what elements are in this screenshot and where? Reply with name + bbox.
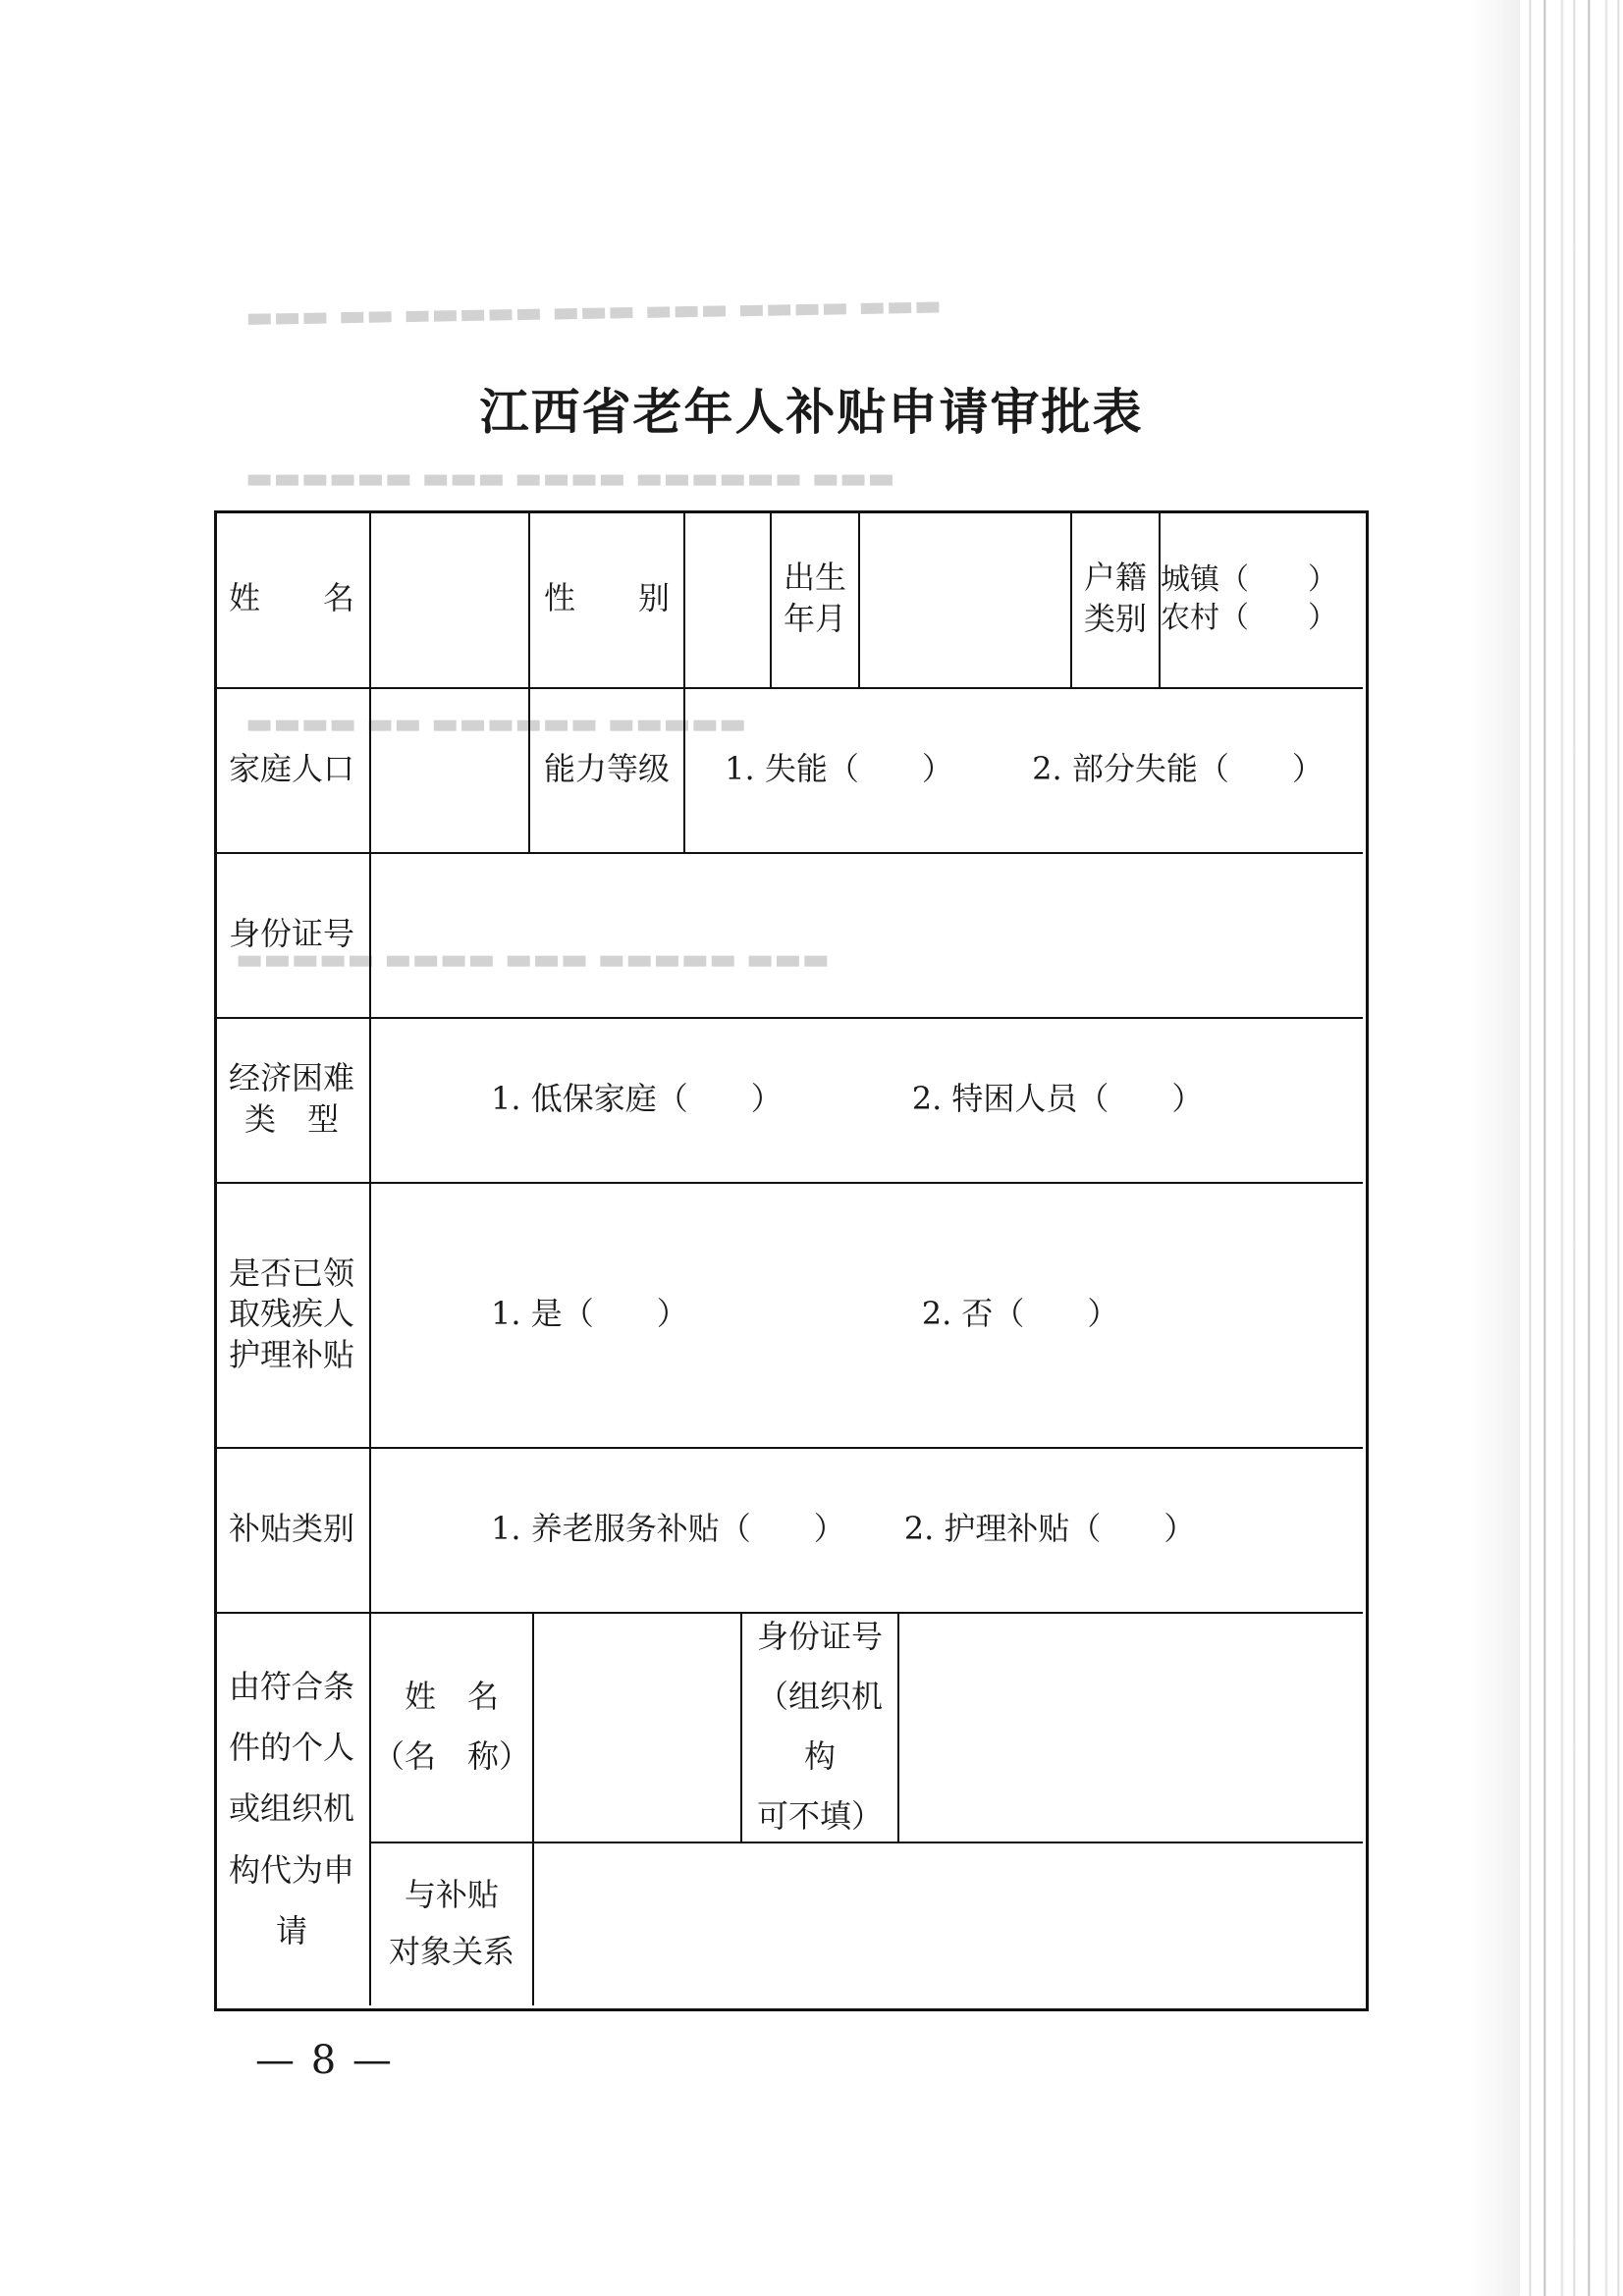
proxy-applicant-label-line: 请 [275, 1912, 307, 1950]
proxy-applicant-label-line: 或组织机 [228, 1789, 354, 1828]
proxy-name-field[interactable] [534, 1612, 740, 1842]
page-title: 江西省老年人补贴申请审批表 [479, 383, 1144, 441]
proxy-name-label [371, 1612, 532, 1842]
ability-level-label: 能力等级 [543, 750, 670, 788]
bleed-through-text: ▬▬▬▬▬▬ ▬▬▬ ▬▬▬▬ ▬▬▬▬▬▬ ▬▬▬ [245, 461, 895, 496]
proxy-id-label-line: 可不填） [756, 1796, 883, 1835]
disability-subsidy-options [371, 1182, 1363, 1447]
ability-level-options [685, 687, 1363, 852]
birth-date-field[interactable] [860, 510, 1070, 687]
name-label: 姓 名 [228, 579, 354, 617]
hukou-type-label-line: 户籍 [1083, 559, 1147, 597]
scan-edge-shadow [1471, 0, 1520, 2296]
economic-hardship-label [214, 1017, 369, 1182]
proxy-applicant-label-line: 由符合条 [228, 1667, 354, 1705]
subsidy-option-nursing[interactable]: 2. 护理补贴（ ） [903, 1510, 1196, 1548]
hukou-type-label-line: 类别 [1083, 600, 1147, 637]
proxy-id-label [742, 1612, 897, 1842]
proxy-id-label-line: 身份证号 [756, 1618, 883, 1656]
id-number-label: 身份证号 [228, 915, 354, 953]
disability-option-yes[interactable]: 1. 是（ ） [491, 1295, 688, 1333]
economic-hardship-options [371, 1017, 1363, 1182]
disability-subsidy-label-line: 是否已领 [228, 1254, 354, 1292]
gender-field[interactable] [685, 510, 770, 687]
scan-binding-edge [1520, 0, 1623, 2296]
bleed-through-text: ▬▬▬ ▬▬ ▬▬▬▬▬ ▬▬▬ ▬▬▬ ▬▬▬▬ ▬▬▬ [244, 288, 943, 336]
relation-field[interactable] [534, 1842, 1363, 2005]
birth-date-label [772, 510, 858, 687]
disability-subsidy-label [214, 1182, 369, 1447]
birth-date-label-line: 出生 [783, 559, 846, 597]
page-number: — 8 — [255, 2038, 394, 2083]
disability-subsidy-label-line: 取残疾人 [228, 1295, 354, 1333]
subsidy-type-options [371, 1447, 1363, 1612]
hukou-type-options [1161, 510, 1363, 687]
ability-option-disabled[interactable]: 1. 失能（ ） [725, 750, 953, 788]
bleed-through-text: ▬▬▬▬▬ ▬▬▬▬ ▬▬▬ ▬▬▬▬▬ ▬▬▬ [236, 942, 831, 977]
subsidy-option-elderly-care[interactable]: 1. 养老服务补贴（ ） [491, 1510, 845, 1548]
proxy-applicant-label-line: 构代为申 [228, 1850, 354, 1889]
proxy-name-label-line: 姓 名 [404, 1678, 499, 1716]
proxy-id-label-line: （组织机构 [756, 1678, 883, 1775]
family-size-field[interactable] [371, 687, 528, 852]
hardship-option-dibao[interactable]: 1. 低保家庭（ ） [491, 1080, 783, 1118]
bleed-through-text: ▬▬▬▬ ▬▬ ▬▬▬▬▬▬ ▬▬▬▬▬ [245, 707, 747, 741]
proxy-name-label-line: （名 称） [372, 1737, 530, 1775]
disability-option-no[interactable]: 2. 否（ ） [921, 1295, 1119, 1333]
relation-label [371, 1842, 532, 2005]
relation-label-line: 对象关系 [388, 1932, 514, 1970]
ability-option-partial[interactable]: 2. 部分失能（ ） [1032, 750, 1324, 788]
economic-hardship-label-line: 类 型 [243, 1100, 339, 1138]
name-field[interactable] [371, 510, 528, 687]
id-number-field[interactable] [371, 852, 1363, 1017]
hukou-option-rural[interactable]: 农村（ ） [1161, 601, 1337, 635]
subsidy-type-label: 补贴类别 [228, 1510, 354, 1548]
proxy-applicant-label-line: 件的个人 [228, 1728, 354, 1766]
economic-hardship-label-line: 经济困难 [228, 1059, 354, 1097]
relation-label-line: 与补贴 [404, 1875, 499, 1913]
disability-subsidy-label-line: 护理补贴 [228, 1335, 354, 1373]
birth-date-label-line: 年月 [783, 600, 846, 637]
proxy-id-field[interactable] [899, 1612, 1363, 1842]
hukou-type-label [1072, 510, 1159, 687]
hukou-option-urban[interactable]: 城镇（ ） [1161, 562, 1337, 597]
hardship-option-tekun[interactable]: 2. 特困人员（ ） [911, 1080, 1204, 1118]
gender-label: 性 别 [543, 579, 670, 617]
family-size-label: 家庭人口 [228, 750, 354, 788]
proxy-applicant-label [214, 1612, 369, 2005]
